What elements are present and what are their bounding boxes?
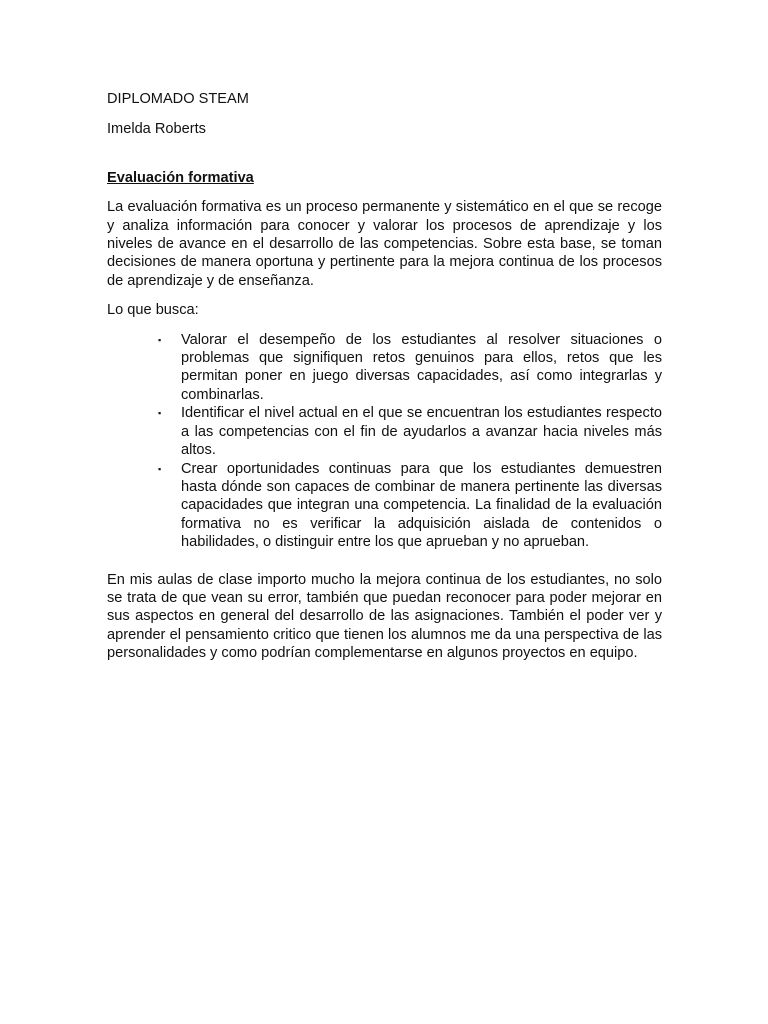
list-item [107, 331, 662, 405]
list-item-text: Valorar el desempeño de los estudiantes al resolver situaciones o problemas que signifiquen retos genuinos para ellos, retos que les permitan poner en juego diversas capacidades, así como integrarlas y combinarlas. [181, 331, 662, 403]
list-item-text: Crear oportunidades continuas para que los estudiantes demuestren hasta dónde son capaces de combinar de manera pertinente las diversas capacidades que integran una competencia. La finalidad de la evaluación formativa no es verificar la adquisición aislada de contenidos o habilidades, o distinguir entre los que aprueban y no aprueban. [181, 460, 662, 551]
course-title: DIPLOMADO STEAM [107, 91, 249, 107]
list-item [107, 460, 662, 552]
section-heading: Evaluación formativa [107, 169, 254, 186]
square-bullet-icon: ▪ [158, 408, 162, 419]
bullet-list [107, 331, 662, 552]
author-name: Imelda Roberts [107, 121, 206, 138]
intro-paragraph: La evaluación formativa es un proceso permanente y sistemático en el que se recoge y analiza información para conocer y valorar los procesos de aprendizaje y los niveles de avance en el desarrollo de las competencias. Sobre esta base, se toman decisiones de manera oportuna y pertinente para la mejora continua de los procesos de aprendizaje y de enseñanza. [107, 199, 662, 289]
document-page [107, 90, 662, 663]
list-item [107, 404, 662, 459]
square-bullet-icon: ▪ [158, 334, 162, 345]
list-item-text: Identificar el nivel actual en el que se encuentran los estudiantes respecto a las competencias con el fin de ayudarlos a avanzar hacia niveles más altos. [181, 405, 662, 459]
closing-paragraph: En mis aulas de clase importo mucho la mejora continua de los estudiantes, no solo se trata de que vean su error, también que puedan reconocer para poder mejorar en sus aspectos en general del desarrollo de las asignaciones. También el poder ver y aprender el pensamiento critico que tienen los alumnos me da una perspectiva de las personalidades y como podrían complementarse en algunos proyectos en equipo. [107, 571, 662, 662]
square-bullet-icon: ▪ [158, 463, 162, 474]
list-intro: Lo que busca: [107, 302, 199, 319]
